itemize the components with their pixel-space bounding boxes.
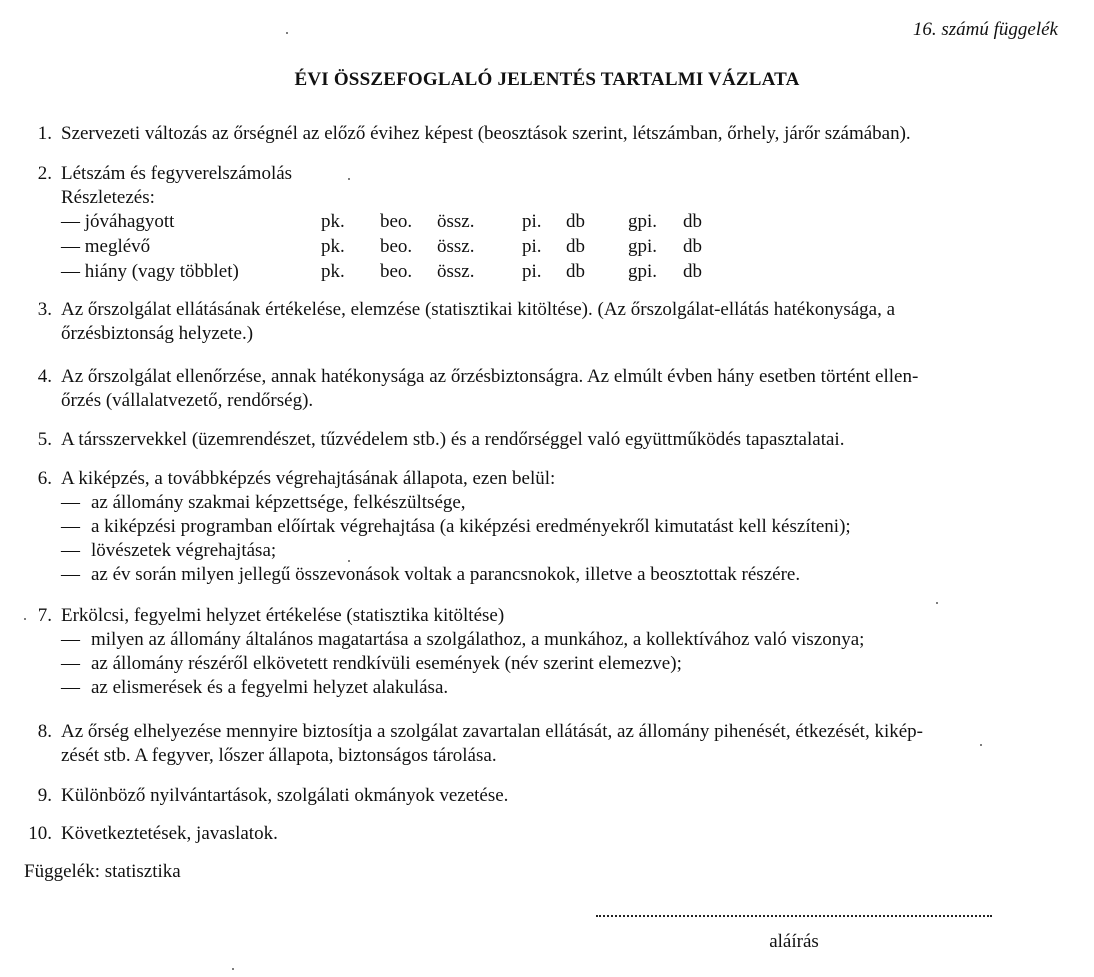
item-number: 9.: [37, 785, 52, 806]
item-text: Következtetések, javaslatok.: [61, 823, 278, 844]
item-number: 1.: [37, 123, 52, 144]
cell-db: db: [566, 236, 585, 257]
cell-db: db: [566, 211, 585, 232]
item-number: 10.: [28, 823, 52, 844]
dash-item-text: a kiképzési programban előírtak végrehajtása (a kiképzési eredményekről kimutatást kell készíteni);: [91, 516, 851, 537]
item-subheading: Részletezés:: [61, 187, 155, 208]
cell-beo: beo.: [380, 261, 413, 282]
item-number: 7.: [37, 605, 52, 626]
dash-item: — lövészetek végrehajtása;: [61, 540, 277, 561]
item-text: A társszervekkel (üzemrendészet, tűzvédelem stb.) és a rendőrséggel való együttműködés tapasztalatai.: [61, 429, 845, 450]
table-row-existing: [61, 235, 1064, 260]
cell-pi: pi.: [522, 236, 542, 257]
table-row-approved: [61, 210, 1064, 235]
item-number: 6.: [37, 468, 52, 489]
scan-speck: [24, 618, 26, 620]
item-text: Különböző nyilvántartások, szolgálati okmányok vezetése.: [61, 785, 509, 806]
cell-db: db: [683, 236, 702, 257]
item-number: 5.: [37, 429, 52, 450]
cell-gpi: gpi.: [628, 211, 658, 232]
signature-line: [596, 905, 992, 917]
scan-speck: [348, 560, 350, 562]
cell-beo: beo.: [380, 236, 413, 257]
item-text: Az őrszolgálat ellenőrzése, annak hatékonysága az őrzésbiztonságra. Az elmúlt évben hány esetben történt ellen-: [61, 366, 919, 387]
table-row-shortage: [61, 260, 1064, 285]
cell-db: db: [683, 261, 702, 282]
item-number: 3.: [37, 299, 52, 320]
item-number: 4.: [37, 366, 52, 387]
cell-pk: pk.: [321, 236, 345, 257]
dash-item: — a kiképzési programban előírtak végrehajtása (a kiképzési eredményekről kimutatást kell készíteni);: [61, 516, 851, 537]
dash-item-text: az állomány részéről elkövetett rendkívüli események (név szerint elemezve);: [91, 653, 682, 674]
dash-item: — az év során milyen jellegű összevonások voltak a parancsnokok, illetve a beosztottak részére.: [61, 564, 801, 585]
item-text: Létszám és fegyverelszámolás: [61, 163, 293, 184]
cell-pk: pk.: [321, 261, 345, 282]
cell-ossz: össz.: [437, 261, 475, 282]
cell-pi: pi.: [522, 261, 542, 282]
cell-beo: beo.: [380, 211, 413, 232]
item-text: A kiképzés, a továbbképzés végrehajtásának állapota, ezen belül:: [61, 468, 556, 489]
scan-speck: [980, 744, 982, 746]
item-number: 8.: [37, 721, 52, 742]
cell-db: db: [566, 261, 585, 282]
scan-speck: [232, 968, 234, 970]
appendix-label: 16. számú függelék: [912, 19, 1058, 40]
dash-item-text: az elismerések és a fegyelmi helyzet alakulása.: [91, 677, 449, 698]
item-text: Az őrség elhelyezése mennyire biztosítja a szolgálat zavartalan ellátását, az állomány pihenését, étkezését, kikép-: [61, 721, 923, 742]
dash-item: — az elismerések és a fegyelmi helyzet alakulása.: [61, 677, 449, 698]
cell-gpi: gpi.: [628, 236, 658, 257]
item-number: 2.: [37, 163, 52, 184]
dash-item: — az állomány szakmai képzettsége, felkészültsége,: [61, 492, 466, 513]
scan-speck: [286, 32, 288, 34]
row-label: — hiány (vagy többlet): [61, 261, 239, 282]
dash-item: — milyen az állomány általános magatartása a szolgálathoz, a munkához, a kollektívához való viszonya;: [61, 629, 865, 650]
cell-ossz: össz.: [437, 211, 475, 232]
item-text: Erkölcsi, fegyelmi helyzet értékelése (statisztika kitöltése): [61, 605, 505, 626]
dash-item-text: az állomány szakmai képzettsége, felkészültsége,: [91, 492, 466, 513]
scan-speck: [936, 602, 938, 604]
row-label: — jóváhagyott: [61, 211, 175, 232]
dash-item-text: milyen az állomány általános magatartása a szolgálathoz, a munkához, a kollektívához való viszonya;: [91, 629, 865, 650]
dash-item-text: lövészetek végrehajtása;: [91, 540, 277, 561]
document-title: ÉVI ÖSSZEFOGLALÓ JELENTÉS TARTALMI VÁZLATA: [294, 69, 800, 90]
cell-ossz: össz.: [437, 236, 475, 257]
item-text: Szervezeti változás az őrségnél az előző évihez képest (beosztások szerint, létszámban, őrhely, járőr számában).: [61, 123, 911, 144]
cell-pk: pk.: [321, 211, 345, 232]
row-label: — meglévő: [61, 236, 151, 257]
dash-item-text: az év során milyen jellegű összevonások voltak a parancsnokok, illetve a beosztottak részére.: [91, 564, 801, 585]
cell-db: db: [683, 211, 702, 232]
signature-label: aláírás: [769, 931, 819, 952]
item-text: Az őrszolgálat ellátásának értékelése, elemzése (statisztikai kitöltése). (Az őrszolgálat-ellátás hatékonysága, a: [61, 299, 896, 320]
appendix-note: Függelék: statisztika: [24, 861, 181, 882]
item-text: zését stb. A fegyver, lőszer állapota, biztonságos tárolása.: [61, 745, 497, 766]
dash-item: — az állomány részéről elkövetett rendkívüli események (név szerint elemezve);: [61, 653, 682, 674]
item-text: őrzés (vállalatvezető, rendőrség).: [61, 390, 314, 411]
scan-speck: [348, 178, 350, 180]
cell-pi: pi.: [522, 211, 542, 232]
item-text: őrzésbiztonság helyzete.): [61, 323, 254, 344]
cell-gpi: gpi.: [628, 261, 658, 282]
